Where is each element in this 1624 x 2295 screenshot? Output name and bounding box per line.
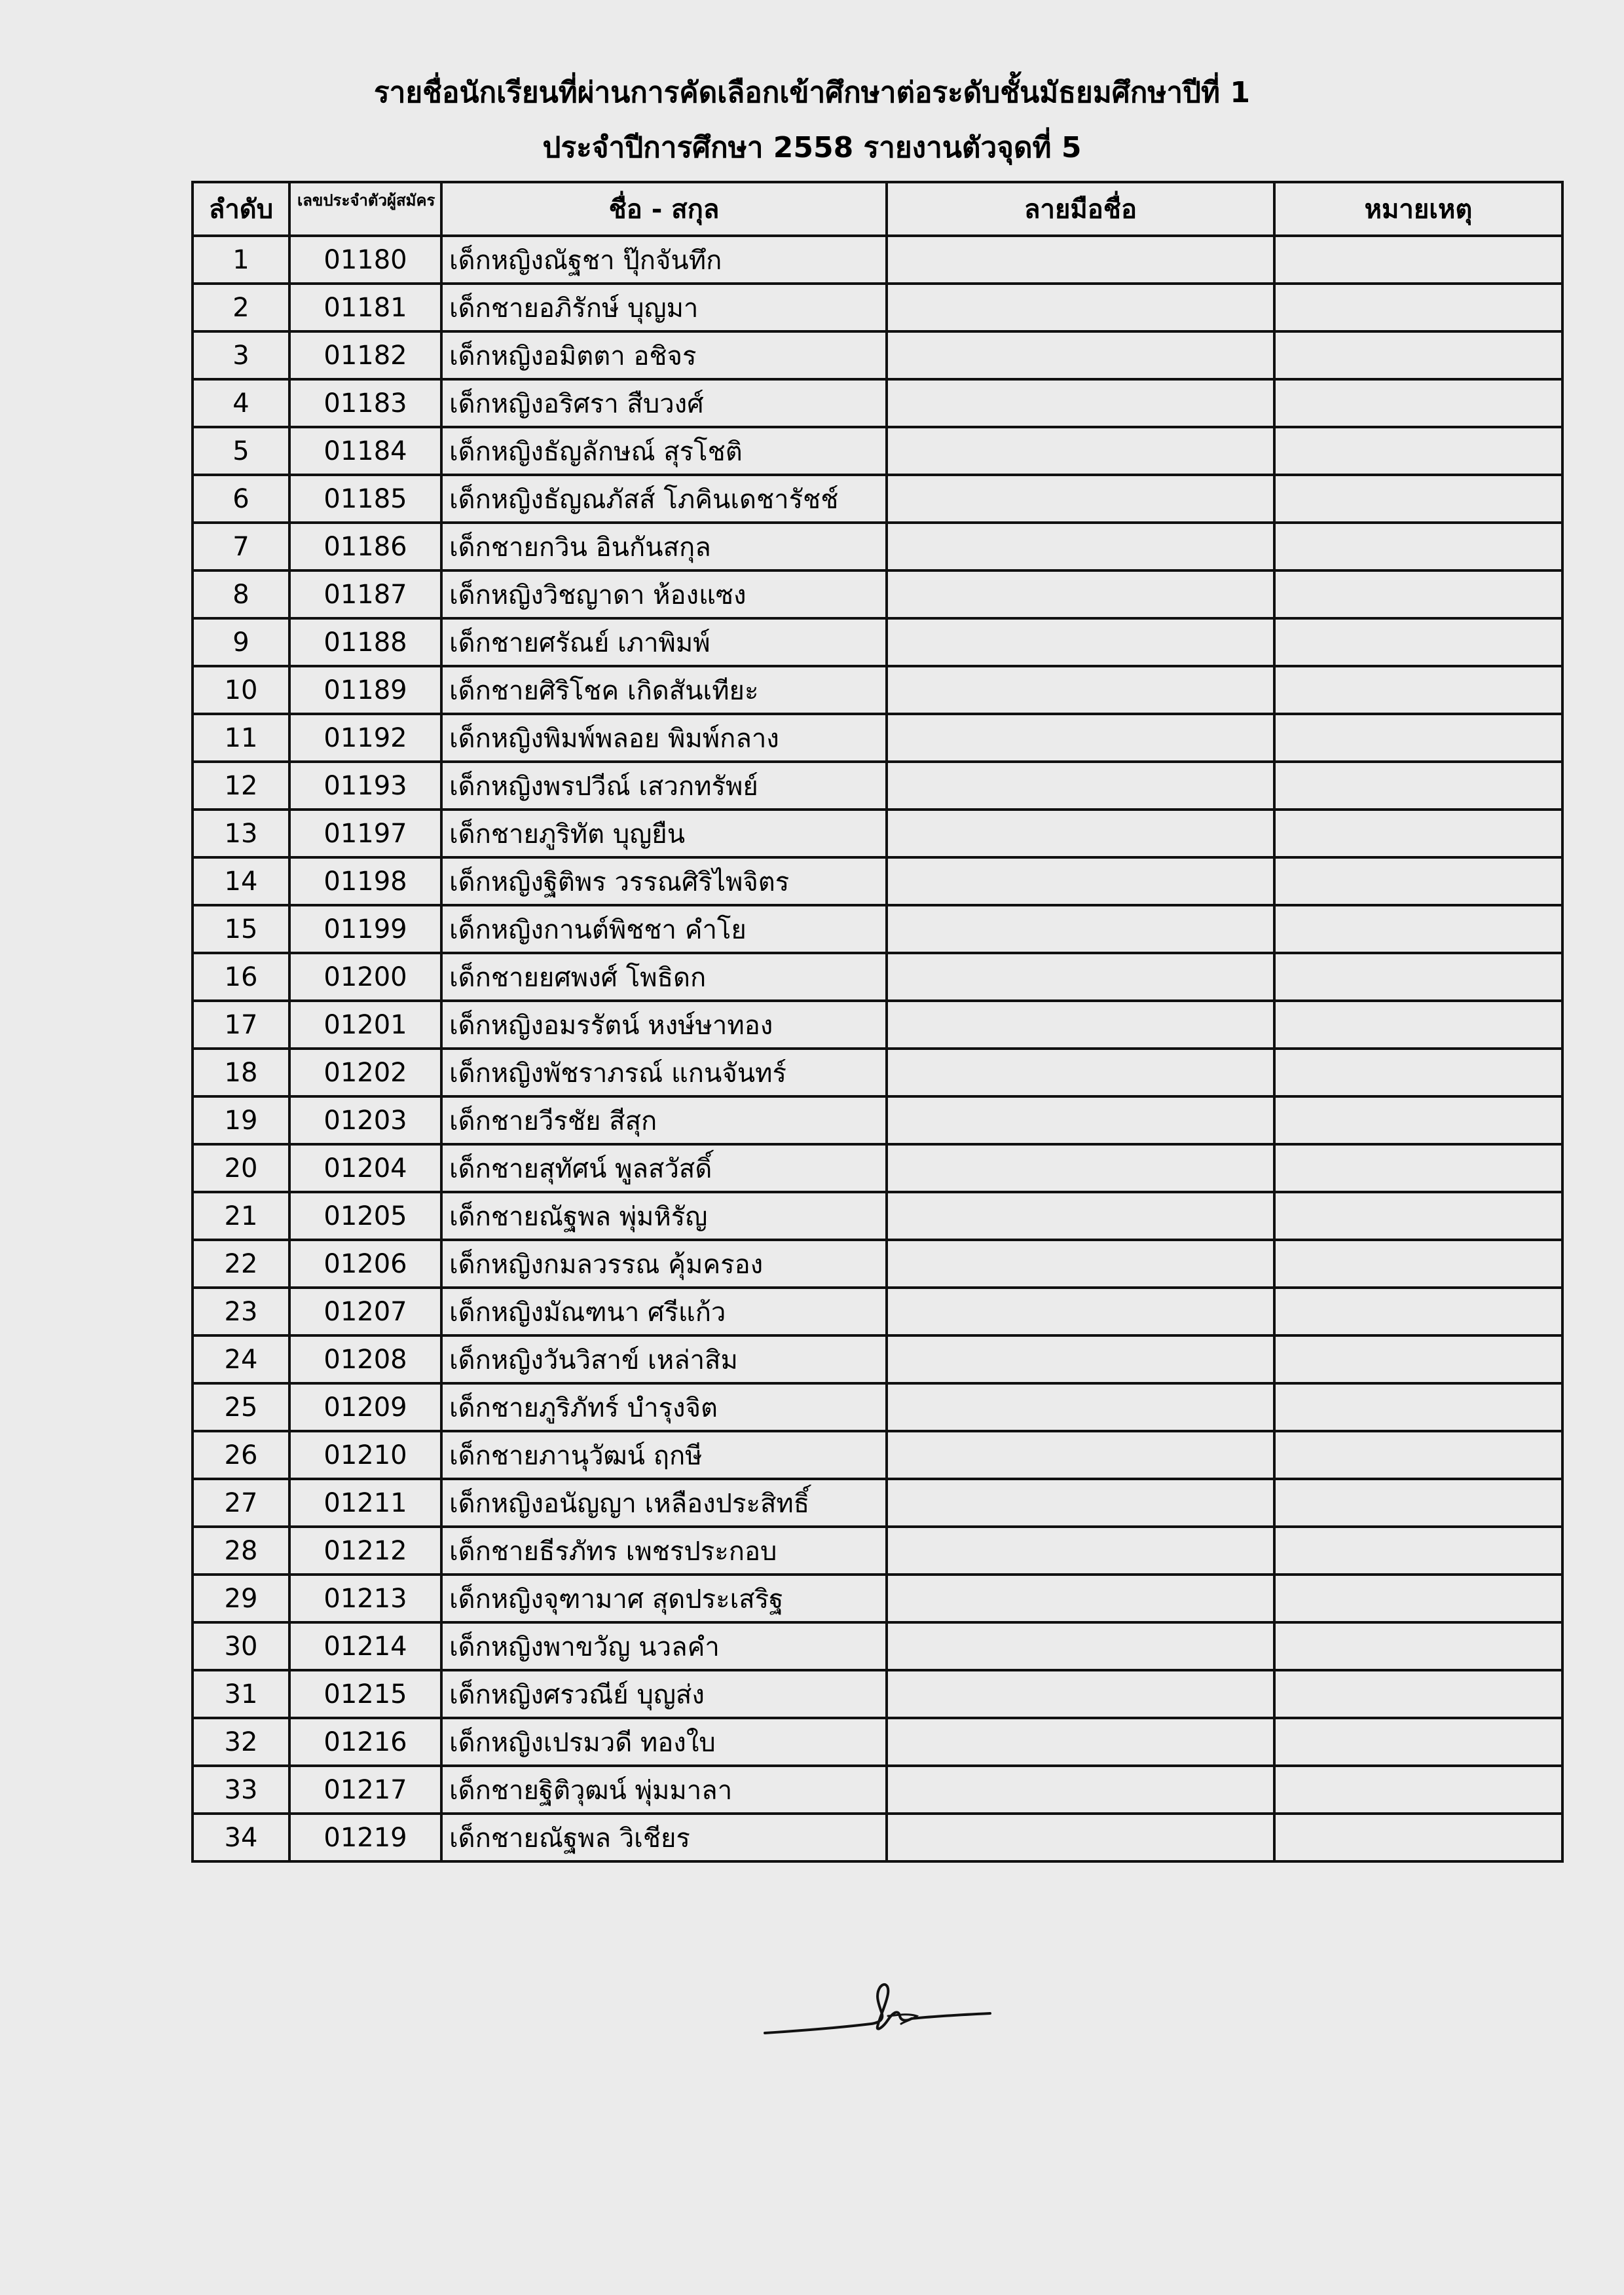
row-student-name: เด็กหญิงพรปวีณ์ เสวกทรัพย์: [441, 762, 887, 810]
row-signature-cell: [887, 1479, 1274, 1527]
row-signature-cell: [887, 1001, 1274, 1049]
row-remark-cell: [1274, 857, 1562, 905]
document-subtitle: ประจำปีการศึกษา 2558 รายงานตัวจุดที่ 5: [542, 131, 1082, 164]
row-number: 30: [193, 1622, 289, 1670]
row-student-name: เด็กชายภูริทัต บุญยืน: [441, 810, 887, 857]
row-remark-cell: [1274, 618, 1562, 666]
row-student-name: เด็กหญิงศรวณีย์ บุญส่ง: [441, 1670, 887, 1718]
row-number: 16: [193, 953, 289, 1001]
table-header-row: [193, 182, 1562, 236]
table-row: [193, 475, 1562, 523]
row-student-name: เด็กชายณัฐพล วิเชียร: [441, 1814, 887, 1861]
row-remark-cell: [1274, 1766, 1562, 1814]
table-row: [193, 762, 1562, 810]
row-applicant-id: 01186: [289, 523, 441, 570]
row-remark-cell: [1274, 714, 1562, 762]
row-number: 25: [193, 1383, 289, 1431]
row-student-name: เด็กชายภูริภัทร์ บำรุงจิต: [441, 1383, 887, 1431]
row-signature-cell: [887, 523, 1274, 570]
row-signature-cell: [887, 1383, 1274, 1431]
row-number: 29: [193, 1575, 289, 1622]
row-signature-cell: [887, 905, 1274, 953]
table-row: [193, 714, 1562, 762]
row-number: 9: [193, 618, 289, 666]
row-number: 6: [193, 475, 289, 523]
row-number: 32: [193, 1718, 289, 1766]
row-signature-cell: [887, 1288, 1274, 1335]
row-signature-cell: [887, 236, 1274, 284]
table-row: [193, 1575, 1562, 1622]
table-body: [193, 236, 1562, 1861]
row-applicant-id: 01219: [289, 1814, 441, 1861]
row-applicant-id: 01183: [289, 379, 441, 427]
row-applicant-id: 01204: [289, 1144, 441, 1192]
row-applicant-id: 01214: [289, 1622, 441, 1670]
row-number: 11: [193, 714, 289, 762]
row-student-name: เด็กหญิงพัชราภรณ์ แกนจันทร์: [441, 1049, 887, 1096]
row-applicant-id: 01205: [289, 1192, 441, 1240]
row-number: 28: [193, 1527, 289, 1575]
row-applicant-id: 01189: [289, 666, 441, 714]
row-applicant-id: 01203: [289, 1096, 441, 1144]
table-row: [193, 1240, 1562, 1288]
row-applicant-id: 01197: [289, 810, 441, 857]
table-row: [193, 1001, 1562, 1049]
row-student-name: เด็กชายธีรภัทร เพชรประกอบ: [441, 1527, 887, 1575]
row-signature-cell: [887, 1766, 1274, 1814]
table-row: [193, 618, 1562, 666]
row-applicant-id: 01184: [289, 427, 441, 475]
row-signature-cell: [887, 379, 1274, 427]
row-remark-cell: [1274, 1622, 1562, 1670]
row-applicant-id: 01215: [289, 1670, 441, 1718]
row-applicant-id: 01217: [289, 1766, 441, 1814]
row-student-name: เด็กหญิงอนัญญา เหลืองประสิทธิ์: [441, 1479, 887, 1527]
row-number: 31: [193, 1670, 289, 1718]
row-remark-cell: [1274, 1814, 1562, 1861]
row-number: 27: [193, 1479, 289, 1527]
table-row: [193, 1335, 1562, 1383]
row-applicant-id: 01202: [289, 1049, 441, 1096]
table-row: [193, 1479, 1562, 1527]
row-student-name: เด็กหญิงเปรมวดี ทองใบ: [441, 1718, 887, 1766]
row-number: 24: [193, 1335, 289, 1383]
row-applicant-id: 01211: [289, 1479, 441, 1527]
row-student-name: เด็กหญิงวันวิสาข์ เหล่าสิม: [441, 1335, 887, 1383]
row-student-name: เด็กชายฐิติวุฒน์ พุ่มมาลา: [441, 1766, 887, 1814]
row-remark-cell: [1274, 1144, 1562, 1192]
row-student-name: เด็กหญิงฐิติพร วรรณศิริไพจิตร: [441, 857, 887, 905]
row-student-name: เด็กชายสุทัศน์ พูลสวัสดิ์: [441, 1144, 887, 1192]
row-number: 33: [193, 1766, 289, 1814]
row-student-name: เด็กชายยศพงศ์ โพธิดก: [441, 953, 887, 1001]
row-signature-cell: [887, 953, 1274, 1001]
row-number: 18: [193, 1049, 289, 1096]
row-applicant-id: 01188: [289, 618, 441, 666]
row-remark-cell: [1274, 666, 1562, 714]
row-signature-cell: [887, 1718, 1274, 1766]
table-row: [193, 1431, 1562, 1479]
row-number: 1: [193, 236, 289, 284]
document-title: รายชื่อนักเรียนที่ผ่านการคัดเลือกเข้าศึกษาต่อระดับชั้นมัธยมศึกษาปีที่ 1: [374, 76, 1250, 109]
row-applicant-id: 01193: [289, 762, 441, 810]
row-remark-cell: [1274, 1575, 1562, 1622]
row-signature-cell: [887, 1527, 1274, 1575]
row-number: 17: [193, 1001, 289, 1049]
row-remark-cell: [1274, 953, 1562, 1001]
row-remark-cell: [1274, 1431, 1562, 1479]
student-roster-table: [191, 181, 1564, 1863]
row-number: 19: [193, 1096, 289, 1144]
row-signature-cell: [887, 1049, 1274, 1096]
row-student-name: เด็กหญิงณัฐชา ปุ๊กจันทึก: [441, 236, 887, 284]
row-applicant-id: 01210: [289, 1431, 441, 1479]
row-remark-cell: [1274, 379, 1562, 427]
row-signature-cell: [887, 1192, 1274, 1240]
row-student-name: เด็กชายกวิน อินกันสกุล: [441, 523, 887, 570]
row-applicant-id: 01208: [289, 1335, 441, 1383]
row-remark-cell: [1274, 523, 1562, 570]
row-applicant-id: 01180: [289, 236, 441, 284]
row-student-name: เด็กหญิงอมรรัตน์ หงษ์ษาทอง: [441, 1001, 887, 1049]
row-remark-cell: [1274, 1335, 1562, 1383]
row-remark-cell: [1274, 1527, 1562, 1575]
table-row: [193, 1670, 1562, 1718]
row-signature-cell: [887, 762, 1274, 810]
table-row: [193, 1192, 1562, 1240]
table-row: [193, 570, 1562, 618]
row-applicant-id: 01185: [289, 475, 441, 523]
handwritten-signature: [760, 1956, 995, 2041]
row-signature-cell: [887, 618, 1274, 666]
table-row: [193, 427, 1562, 475]
row-signature-cell: [887, 1622, 1274, 1670]
table-row: [193, 810, 1562, 857]
table-row: [193, 1766, 1562, 1814]
row-student-name: เด็กชายศรัณย์ เภาพิมพ์: [441, 618, 887, 666]
row-remark-cell: [1274, 475, 1562, 523]
table-row: [193, 523, 1562, 570]
row-applicant-id: 01200: [289, 953, 441, 1001]
row-applicant-id: 01192: [289, 714, 441, 762]
row-signature-cell: [887, 1575, 1274, 1622]
row-signature-cell: [887, 1814, 1274, 1861]
row-remark-cell: [1274, 236, 1562, 284]
row-remark-cell: [1274, 1670, 1562, 1718]
row-applicant-id: 01187: [289, 570, 441, 618]
row-student-name: เด็กหญิงจุฑามาศ สุดประเสริฐ: [441, 1575, 887, 1622]
row-student-name: เด็กชายศิริโชค เกิดสันเทียะ: [441, 666, 887, 714]
row-remark-cell: [1274, 1479, 1562, 1527]
row-remark-cell: [1274, 1240, 1562, 1288]
row-number: 7: [193, 523, 289, 570]
table-row: [193, 1718, 1562, 1766]
row-number: 12: [193, 762, 289, 810]
row-student-name: เด็กหญิงพิมพ์พลอย พิมพ์กลาง: [441, 714, 887, 762]
row-student-name: เด็กชายณัฐพล พุ่มหิรัญ: [441, 1192, 887, 1240]
row-applicant-id: 01199: [289, 905, 441, 953]
table-row: [193, 1049, 1562, 1096]
row-student-name: เด็กหญิงกมลวรรณ คุ้มครอง: [441, 1240, 887, 1288]
row-applicant-id: 01182: [289, 331, 441, 379]
row-student-name: เด็กหญิงธัญณภัสส์ โภคินเดชารัชช์: [441, 475, 887, 523]
row-student-name: เด็กชายภานุวัฒน์ ฤกษี: [441, 1431, 887, 1479]
row-signature-cell: [887, 331, 1274, 379]
row-signature-cell: [887, 475, 1274, 523]
row-remark-cell: [1274, 427, 1562, 475]
header-remark: หมายเหตุ: [1274, 182, 1562, 236]
table-row: [193, 953, 1562, 1001]
row-applicant-id: 01213: [289, 1575, 441, 1622]
row-remark-cell: [1274, 1049, 1562, 1096]
row-applicant-id: 01206: [289, 1240, 441, 1288]
row-remark-cell: [1274, 1288, 1562, 1335]
row-student-name: เด็กชายวีรชัย สีสุก: [441, 1096, 887, 1144]
row-student-name: เด็กหญิงอมิตตา อชิจร: [441, 331, 887, 379]
table-row: [193, 1096, 1562, 1144]
row-number: 34: [193, 1814, 289, 1861]
table-row: [193, 905, 1562, 953]
row-number: 5: [193, 427, 289, 475]
row-applicant-id: 01181: [289, 284, 441, 331]
row-number: 4: [193, 379, 289, 427]
row-number: 2: [193, 284, 289, 331]
row-number: 21: [193, 1192, 289, 1240]
row-number: 23: [193, 1288, 289, 1335]
table-row: [193, 1383, 1562, 1431]
row-remark-cell: [1274, 284, 1562, 331]
row-signature-cell: [887, 857, 1274, 905]
table-row: [193, 1622, 1562, 1670]
header-name: ชื่อ - สกุล: [441, 182, 887, 236]
row-student-name: เด็กหญิงธัญลักษณ์ สุรโชติ: [441, 427, 887, 475]
table-row: [193, 331, 1562, 379]
table-row: [193, 857, 1562, 905]
row-student-name: เด็กหญิงกานต์พิชชา คำโย: [441, 905, 887, 953]
row-number: 3: [193, 331, 289, 379]
row-applicant-id: 01216: [289, 1718, 441, 1766]
row-remark-cell: [1274, 1096, 1562, 1144]
row-student-name: เด็กหญิงมัณฑนา ศรีแก้ว: [441, 1288, 887, 1335]
row-applicant-id: 01207: [289, 1288, 441, 1335]
row-remark-cell: [1274, 1718, 1562, 1766]
row-number: 14: [193, 857, 289, 905]
row-number: 13: [193, 810, 289, 857]
row-number: 26: [193, 1431, 289, 1479]
row-remark-cell: [1274, 331, 1562, 379]
row-applicant-id: 01198: [289, 857, 441, 905]
row-signature-cell: [887, 1431, 1274, 1479]
table-row: [193, 379, 1562, 427]
table-row: [193, 1288, 1562, 1335]
row-student-name: เด็กหญิงวิชญาดา ห้องแซง: [441, 570, 887, 618]
row-signature-cell: [887, 1670, 1274, 1718]
table-row: [193, 284, 1562, 331]
row-applicant-id: 01212: [289, 1527, 441, 1575]
row-remark-cell: [1274, 1001, 1562, 1049]
header-no: ลำดับ: [193, 182, 289, 236]
row-signature-cell: [887, 570, 1274, 618]
row-signature-cell: [887, 1096, 1274, 1144]
row-signature-cell: [887, 427, 1274, 475]
row-signature-cell: [887, 666, 1274, 714]
row-number: 8: [193, 570, 289, 618]
table-row: [193, 666, 1562, 714]
row-signature-cell: [887, 1335, 1274, 1383]
row-remark-cell: [1274, 905, 1562, 953]
row-number: 20: [193, 1144, 289, 1192]
row-number: 10: [193, 666, 289, 714]
row-signature-cell: [887, 714, 1274, 762]
row-student-name: เด็กหญิงพาขวัญ นวลคำ: [441, 1622, 887, 1670]
table-row: [193, 1814, 1562, 1861]
row-signature-cell: [887, 1144, 1274, 1192]
header-applicant-id: เลขประจำตัวผู้สมัคร: [289, 182, 441, 236]
table-row: [193, 236, 1562, 284]
header-signature: ลายมือชื่อ: [887, 182, 1274, 236]
row-signature-cell: [887, 1240, 1274, 1288]
row-signature-cell: [887, 284, 1274, 331]
table-row: [193, 1144, 1562, 1192]
row-student-name: เด็กหญิงอริศรา สืบวงศ์: [441, 379, 887, 427]
row-applicant-id: 01209: [289, 1383, 441, 1431]
row-remark-cell: [1274, 810, 1562, 857]
row-remark-cell: [1274, 570, 1562, 618]
row-number: 22: [193, 1240, 289, 1288]
row-applicant-id: 01201: [289, 1001, 441, 1049]
row-remark-cell: [1274, 1383, 1562, 1431]
row-signature-cell: [887, 810, 1274, 857]
row-student-name: เด็กชายอภิรักษ์ บุญมา: [441, 284, 887, 331]
row-remark-cell: [1274, 762, 1562, 810]
row-number: 15: [193, 905, 289, 953]
row-remark-cell: [1274, 1192, 1562, 1240]
table-row: [193, 1527, 1562, 1575]
